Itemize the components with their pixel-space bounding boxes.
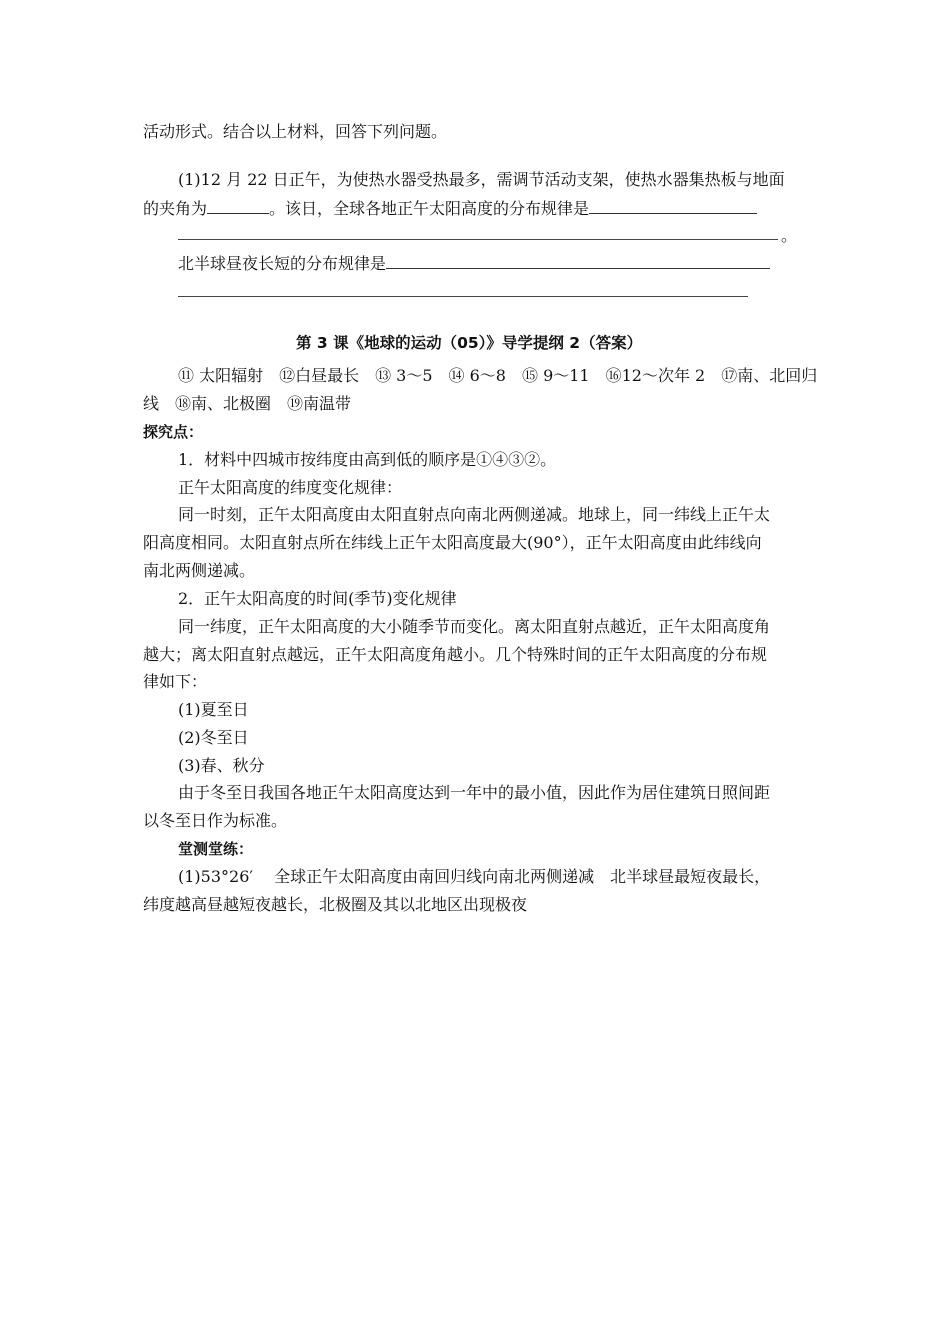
explore-point-2: 2．正午太阳高度的时间(季节)变化规律 <box>178 589 457 608</box>
angle-answer-blank[interactable] <box>207 199 269 214</box>
paragraph-line: 南北两侧递减。 <box>143 561 256 580</box>
list-item-summer-solstice: (1)夏至日 <box>178 700 249 719</box>
practice-answer-line-1: (1)53°26′ 全球正午太阳高度由南回归线向南北两侧递减 北半球昼最短夜最长， <box>178 867 771 886</box>
answer-key-row-2: 线 ⑱南、北极圈 ⑲南温带 <box>143 394 352 413</box>
question-1-line-1: (1)12 月 22 日正午，为使热水器受热最多，需调节活动支架，使热水器集热板与地面 <box>178 170 785 189</box>
distribution-answer-blank-1[interactable] <box>589 199 757 214</box>
paragraph-line: 越大；离太阳直射点越远，正午太阳高度角越小。几个特殊时间的正午太阳高度的分布规 <box>143 645 768 664</box>
day-night-answer-blank-2[interactable] <box>178 296 748 297</box>
sentence-period: 。 <box>781 226 798 245</box>
answer-section-title: 第 3 课《地球的运动（05）》导学提纲 2（答案） <box>296 334 643 352</box>
paragraph-line: 阳高度相同。太阳直射点所在纬线上正午太阳高度最大(90°），正午太阳高度由此纬线向 <box>143 533 762 552</box>
list-item-winter-solstice: (2)冬至日 <box>178 728 249 747</box>
practice-heading: 堂测堂练： <box>178 840 254 858</box>
explore-heading: 探究点： <box>143 423 204 441</box>
paragraph-line: 以冬至日作为标准。 <box>143 811 288 830</box>
question-1-angle-label: 的夹角为 <box>143 199 208 218</box>
distribution-answer-blank-2[interactable] <box>178 239 778 240</box>
question-1-line-3 <box>178 253 770 275</box>
question-1-distribution-label: 。该日，全球各地正午太阳高度的分布规律是 <box>269 199 590 218</box>
paragraph-line: 律如下： <box>143 672 208 691</box>
question-1-line-2 <box>143 198 757 220</box>
day-night-label: 北半球昼夜长短的分布规律是 <box>178 254 387 273</box>
latitude-rule-heading: 正午太阳高度的纬度变化规律： <box>178 478 403 497</box>
paragraph-line: 由于冬至日我国各地正午太阳高度达到一年中的最小值，因此作为居住建筑日照间距 <box>178 783 771 802</box>
practice-answer-line-2: 纬度越高昼越短夜越长，北极圈及其以北地区出现极夜 <box>143 895 528 914</box>
list-item-equinox: (3)春、秋分 <box>178 756 265 775</box>
paragraph-line: 同一时刻，正午太阳高度由太阳直射点向南北两侧递减。地球上，同一纬线上正午太 <box>178 505 771 524</box>
answer-key-row-1: ⑪ 太阳辐射 ⑫白昼最长 ⑬ 3～5 ⑭ 6～8 ⑮ 9～11 ⑯12～次年 2 ⑰南、北回归 <box>178 366 818 385</box>
day-night-answer-blank-1[interactable] <box>386 254 770 269</box>
explore-point-1: 1．材料中四城市按纬度由高到低的顺序是①④③②。 <box>178 450 557 469</box>
paragraph-line: 同一纬度，正午太阳高度的大小随季节而变化。离太阳直射点越近，正午太阳高度角 <box>178 617 771 636</box>
intro-tail-text: 活动形式。结合以上材料，回答下列问题。 <box>143 122 448 141</box>
